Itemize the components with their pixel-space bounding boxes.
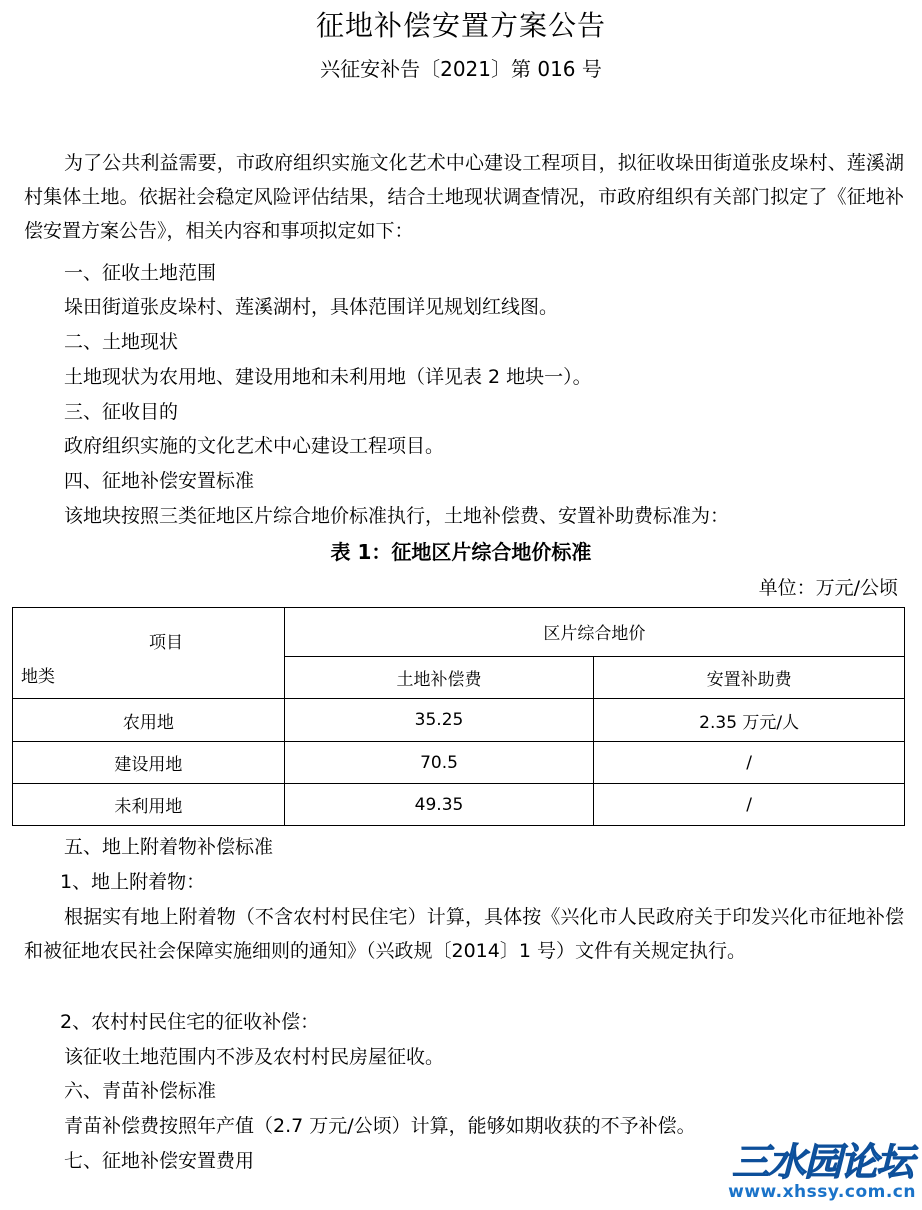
table-unit: 单位：万元/公顷 (758, 577, 898, 599)
intro-paragraph: 为了公共利益需要，市政府组织实施文化艺术中心建设工程项目，拟征收垛田街道张皮垛村、莲溪湖村集体土地。依据社会稳定风险评估结果，结合土地现状调查情况，市政府组织有关部门拟定了《征地补偿安置方案公告》，相关内容和事项拟定如下： (24, 152, 904, 242)
section-3-body: 政府组织实施的文化艺术中心建设工程项目。 (64, 435, 445, 457)
section-1-body: 垛田街道张皮垛村、莲溪湖村，具体范围详见规划红线图。 (64, 296, 559, 318)
section-6-heading: 六、青苗补偿标准 (64, 1080, 217, 1102)
header-group: 区片综合地价 (284, 608, 904, 657)
document-number: 兴征安补告〔2021〕第 016 号 (320, 57, 602, 81)
row-type: 未利用地 (13, 784, 285, 826)
section-5-sub2-heading: 2、农村村民住宅的征收补偿： (60, 1011, 320, 1033)
section-6-body: 青苗补偿费按照年产值（2.7 万元/公顷）计算，能够如期收获的不予补偿。 (64, 1115, 696, 1137)
section-7-heading: 七、征地补偿安置费用 (64, 1150, 255, 1172)
row-resettle: 2.35 万元/人 (594, 699, 905, 742)
table-corner-header (13, 608, 285, 699)
section-5-sub1-body: 根据实有地上附着物（不含农村村民住宅）计算，具体按《兴化市人民政府关于印发兴化市征地补偿和被征地农民社会保障实施细则的通知》（兴政规〔2014〕1 号）文件有关规定执行。 (24, 906, 904, 962)
row-land-comp: 35.25 (284, 699, 594, 742)
header-resettle: 安置补助费 (594, 656, 905, 698)
section-2-heading: 二、土地现状 (64, 331, 179, 353)
section-2-body: 土地现状为农用地、建设用地和未利用地（详见表 2 地块一）。 (64, 366, 592, 388)
table-title: 表 1：征地区片综合地价标准 (330, 540, 592, 564)
table-row (13, 699, 905, 742)
header-item-label: 项目 (149, 633, 183, 653)
table-row (13, 742, 905, 784)
header-land-comp: 土地补偿费 (284, 656, 594, 698)
section-5-sub2-body: 该征收土地范围内不涉及农村村民房屋征收。 (64, 1046, 445, 1068)
section-5-heading: 五、地上附着物补偿标准 (64, 836, 274, 858)
watermark-url: www.xhssy.com.cn (728, 1182, 916, 1202)
row-type: 农用地 (13, 699, 285, 742)
row-resettle: / (594, 784, 905, 826)
table-row (13, 784, 905, 826)
section-4-body: 该地块按照三类征地区片综合地价标准执行，土地补偿费、安置补助费标准为： (64, 505, 730, 527)
land-price-table (12, 607, 905, 826)
row-resettle: / (594, 742, 905, 784)
site-watermark-logo (728, 1142, 916, 1202)
row-land-comp: 70.5 (284, 742, 594, 784)
row-type: 建设用地 (13, 742, 285, 784)
section-5-sub1-heading: 1、地上附着物： (60, 871, 206, 893)
section-3-heading: 三、征收目的 (64, 401, 179, 423)
document-title: 征地补偿安置方案公告 (315, 9, 606, 42)
section-1-heading: 一、征收土地范围 (64, 262, 217, 284)
row-land-comp: 49.35 (284, 784, 594, 826)
section-4-heading: 四、征地补偿安置标准 (64, 470, 255, 492)
watermark-name: 三水园论坛 (732, 1140, 913, 1184)
header-type-label: 地类 (21, 667, 55, 687)
